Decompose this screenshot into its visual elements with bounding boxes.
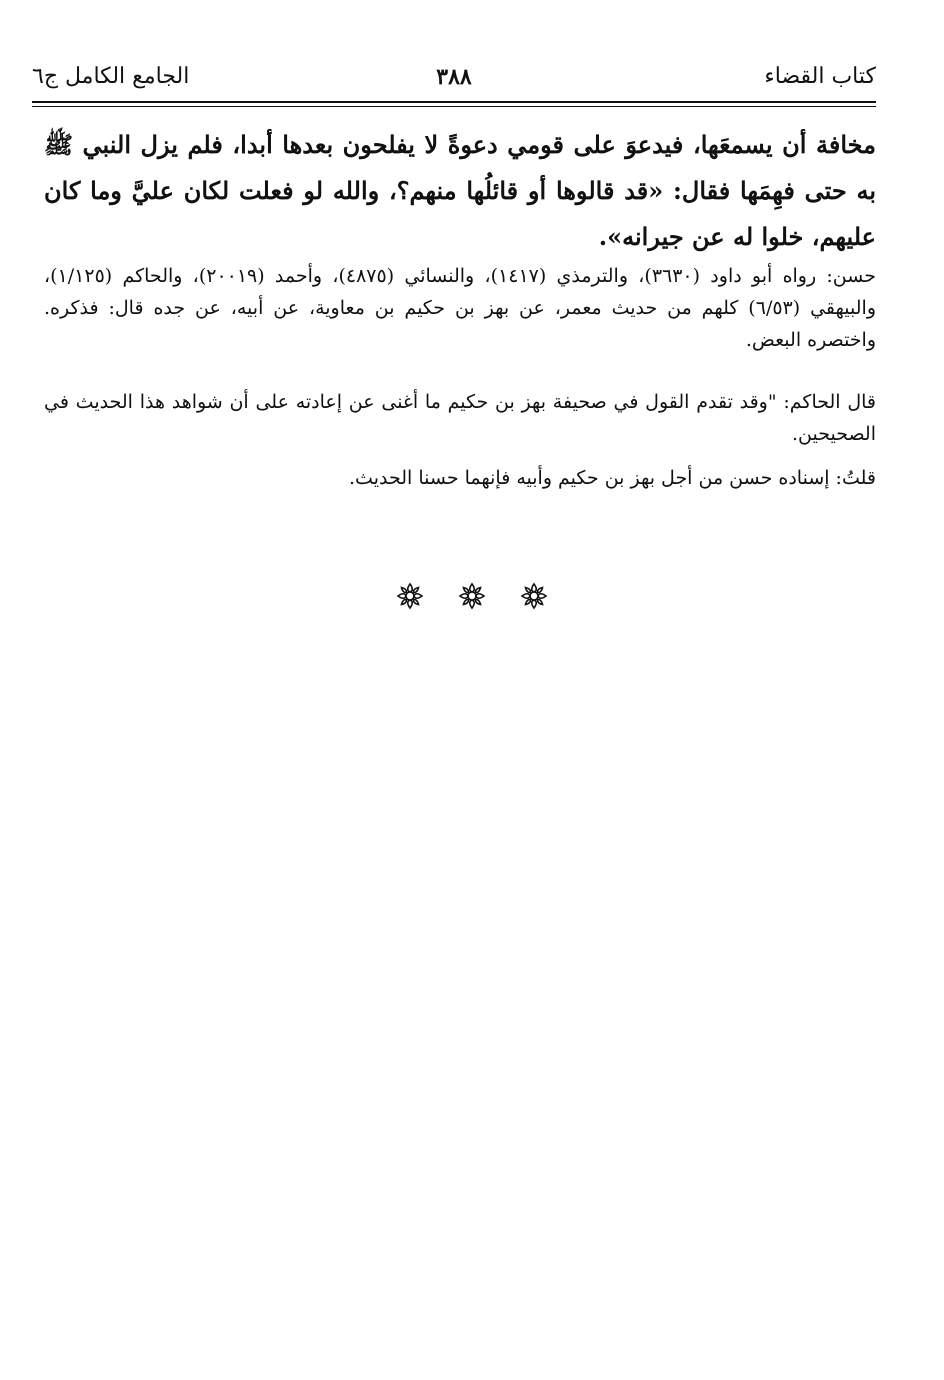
author-paragraph: قلتُ: إسناده حسن من أجل بهز بن حكيم وأبيه فإنهما حسنا الحديث. [349, 467, 876, 489]
floral-ornament-icon [520, 582, 548, 610]
hakim-note [44, 386, 876, 450]
takhrij-note [44, 260, 876, 356]
floral-ornament-icon [396, 582, 424, 610]
grading-paragraph: حسن: رواه أبو داود (٣٦٣٠)، والترمذي (١٤١٧)، والنسائي (٤٨٧٥)، وأحمد (٢٠٠١٩)، والحاكم (١/١٢٥)، والبيهقي (٦/٥٣) كلهم من حديث معمر، عن بهز بن حكيم بن معاوية، عن أبيه، عن جده قال: فذكره. واختصره البعض. [44, 265, 876, 351]
header-rule-thick [32, 101, 876, 103]
hadith-text [44, 122, 876, 260]
author-note [44, 462, 876, 494]
page-header [32, 58, 876, 98]
section-divider [0, 582, 944, 622]
page-number: ٣٨٨ [436, 64, 472, 90]
chapter-title: كتاب القضاء [764, 64, 876, 89]
header-rule-thin [32, 106, 876, 107]
hadith-paragraph: مخافة أن يسمعَها، فيدعوَ على قومي دعوةً لا يفلحون بعدها أبدا، فلم يزل النبي ﷺ به حتى فهِمَها فقال: «قد قالوها أو قائلُها منهم؟، والله لو فعلت لكان عليَّ وما كان عليهم، خلوا له عن جيرانه». [44, 130, 876, 251]
hakim-paragraph: قال الحاكم: "وقد تقدم القول في صحيفة بهز بن حكيم ما أغنى عن إعادته على أن شواهد هذا الحديث في الصحيحين. [44, 391, 876, 445]
floral-ornament-icon [458, 582, 486, 610]
book-title: الجامع الكامل ج٦ [32, 64, 190, 89]
